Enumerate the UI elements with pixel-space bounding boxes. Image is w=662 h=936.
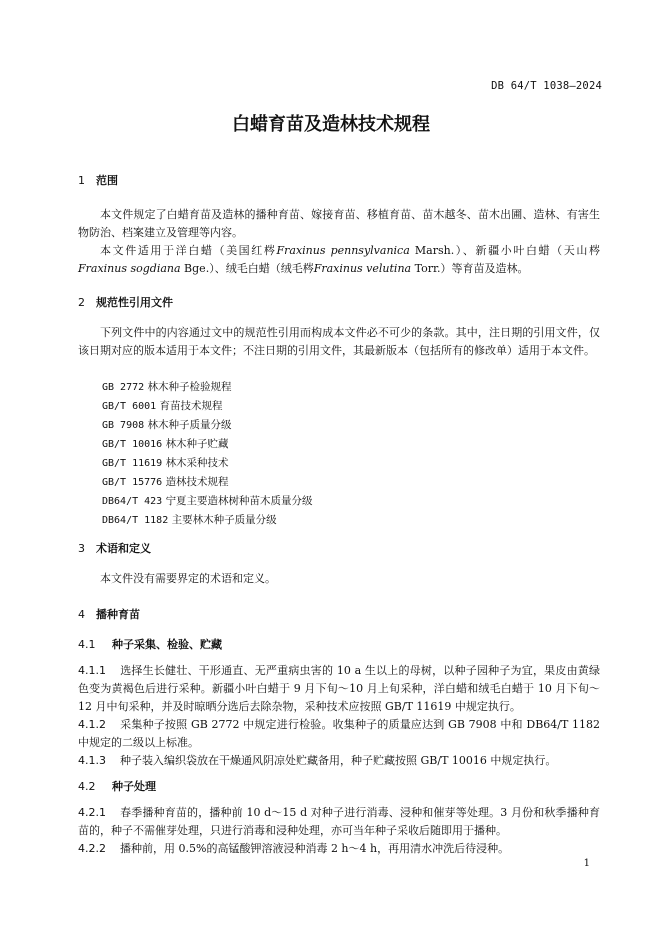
subsection-title: 种子采集、检验、贮藏 bbox=[112, 638, 222, 651]
subsection-4-1-heading bbox=[78, 636, 222, 654]
reference-code: GB/T 11619 bbox=[102, 458, 163, 469]
text-fragment: Torr.）等育苗及造林。 bbox=[411, 262, 529, 275]
text-fragment: Marsh.）、新疆小叶白蜡（天山梣 bbox=[409, 244, 600, 257]
subsection-4-2-heading bbox=[78, 778, 156, 796]
text-fragment: Bge.）、绒毛白蜡（绒毛梣 bbox=[180, 262, 314, 275]
section-4-heading bbox=[78, 606, 140, 624]
clause-text: 采集种子按照 GB 2772 中规定进行检验。收集种子的质量应达到 GB 7908 中和 DB64/T 1182 中规定的二级以上标准。 bbox=[78, 718, 600, 749]
reference-code: GB/T 15776 bbox=[102, 477, 163, 488]
reference-item bbox=[78, 454, 313, 473]
clause-text: 选择生长健壮、干形通直、无严重病虫害的 10 a 生以上的母树，以种子园种子为宜，果皮由黄绿色变为黄褐色后进行采种。新疆小叶白蜡于 9 月下旬～10 月上旬采种，洋白蜡和绒毛白蜡于 10 月下旬～12 月中旬采种，并及时晾晒分选后去除杂物，采种技术应按照 GB/T 11619 中规定执行。 bbox=[78, 664, 600, 713]
scope-paragraph-2 bbox=[78, 242, 600, 278]
species-name: Fraxinus velutina bbox=[313, 262, 412, 275]
reference-item bbox=[78, 511, 313, 530]
species-name: Fraxinus sogdiana bbox=[78, 262, 181, 275]
clause-4-1-1 bbox=[78, 662, 600, 716]
reference-item bbox=[78, 473, 313, 492]
clause-4-2-2 bbox=[78, 840, 600, 858]
clause-4-1-2 bbox=[78, 716, 600, 752]
section-number: 4 bbox=[78, 608, 85, 621]
clause-text: 种子装入编织袋放在干燥通风阴凉处贮藏备用，种子贮藏按照 GB/T 10016 中规定执行。 bbox=[120, 754, 557, 767]
reference-name: 宁夏主要造林树种苗木质量分级 bbox=[165, 495, 313, 507]
reference-code: GB/T 10016 bbox=[102, 439, 163, 450]
subsection-title: 种子处理 bbox=[112, 780, 156, 793]
section-number: 1 bbox=[78, 174, 85, 187]
species-name: Fraxinus pennsylvanica bbox=[276, 244, 410, 257]
reference-name: 林木种子贮藏 bbox=[165, 438, 229, 450]
clause-number: 4.2.1 bbox=[78, 806, 106, 819]
clause-4-2-1 bbox=[78, 804, 600, 840]
reference-item bbox=[78, 492, 313, 511]
clause-number: 4.1.3 bbox=[78, 754, 106, 767]
reference-code: DB64/T 423 bbox=[102, 496, 163, 507]
reference-code: GB 7908 bbox=[102, 420, 145, 431]
reference-name: 林木采种技术 bbox=[165, 457, 229, 469]
terms-paragraph: 本文件没有需要界定的术语和定义。 bbox=[100, 572, 276, 585]
reference-name: 育苗技术规程 bbox=[159, 400, 223, 412]
section-title: 范围 bbox=[96, 174, 118, 187]
section-title: 术语和定义 bbox=[96, 542, 151, 555]
document-title: 白蜡育苗及造林技术规程 bbox=[232, 114, 430, 135]
reference-item bbox=[78, 416, 313, 435]
clause-text: 春季播种育苗的，播种前 10 d～15 d 对种子进行消毒、浸种和催芽等处理。3 月份和秋季播种育苗的，种子不需催芽处理，只进行消毒和浸种处理，亦可当年种子采收后随即用于播种。 bbox=[78, 806, 600, 837]
reference-code: GB/T 6001 bbox=[102, 401, 157, 412]
reference-code: GB 2772 bbox=[102, 382, 145, 393]
reference-list bbox=[78, 378, 313, 530]
section-2-heading bbox=[78, 294, 173, 312]
clause-text: 播种前，用 0.5%的高锰酸钾溶液浸种消毒 2 h～4 h，再用清水冲洗后待浸种。 bbox=[120, 842, 510, 855]
reference-name: 林木种子质量分级 bbox=[147, 419, 232, 431]
reference-item bbox=[78, 435, 313, 454]
clause-number: 4.1.1 bbox=[78, 664, 106, 677]
reference-name: 主要林木种子质量分级 bbox=[171, 514, 277, 526]
reference-item bbox=[78, 378, 313, 397]
section-number: 3 bbox=[78, 542, 85, 555]
standard-code: DB 64/T 1038—2024 bbox=[491, 80, 602, 92]
scope-paragraph-1: 本文件规定了白蜡育苗及造林的播种育苗、嫁接育苗、移植育苗、苗木越冬、苗木出圃、造林、有害生物防治、档案建立及管理等内容。 bbox=[78, 208, 600, 239]
reference-name: 造林技术规程 bbox=[165, 476, 229, 488]
clause-number: 4.2.2 bbox=[78, 842, 106, 855]
section-3-heading bbox=[78, 540, 151, 558]
page-number: 1 bbox=[583, 858, 590, 869]
reference-name: 林木种子检验规程 bbox=[147, 381, 232, 393]
text-fragment: 本文件适用于洋白蜡（美国红梣 bbox=[100, 244, 277, 257]
section-title: 播种育苗 bbox=[96, 608, 140, 621]
section-1-heading bbox=[78, 172, 118, 190]
subsection-number: 4.2 bbox=[78, 780, 96, 793]
references-intro: 下列文件中的内容通过文中的规范性引用而构成本文件必不可少的条款。其中，注日期的引用文件，仅该日期对应的版本适用于本文件；不注日期的引用文件，其最新版本（包括所有的修改单）适用于本文件。 bbox=[78, 326, 600, 357]
section-number: 2 bbox=[78, 296, 85, 309]
reference-item bbox=[78, 397, 313, 416]
section-title: 规范性引用文件 bbox=[96, 296, 173, 309]
subsection-number: 4.1 bbox=[78, 638, 96, 651]
clause-number: 4.1.2 bbox=[78, 718, 106, 731]
clause-4-1-3 bbox=[78, 752, 600, 770]
reference-code: DB64/T 1182 bbox=[102, 515, 169, 526]
